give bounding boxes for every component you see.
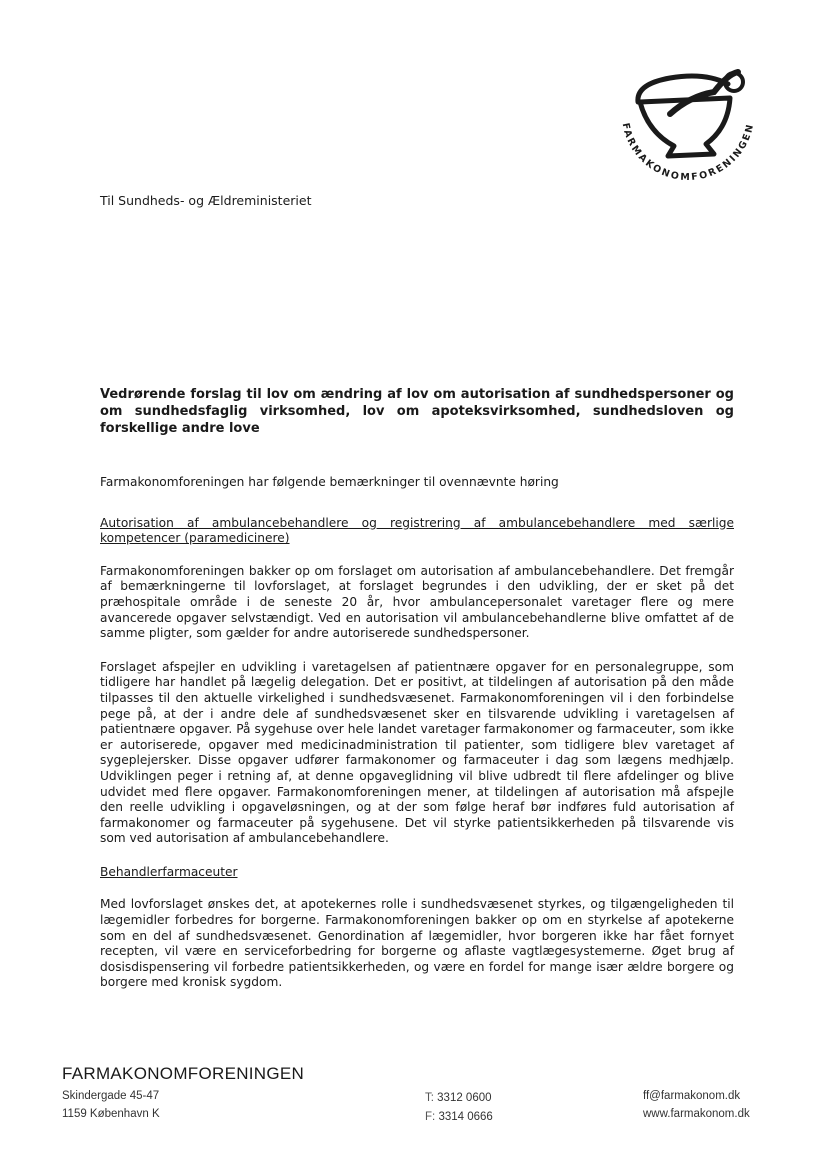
letter-body [100,386,734,1009]
farmakonomforeningen-logo [610,62,760,186]
svg-text:FARMAKONOMFORENINGEN [620,122,757,183]
paragraph: Med lovforslaget ønskes det, at apotekernes rolle i sundhedsvæsenet styrkes, og tilgængeligheden til lægemidler forbedres for borgerne. Farmakonomforeningen bakker op om en styrkelse af apotekerne som en del af sundhedsvæsenet. Genordination af lægemidler, hvor borgeren ikke har fået fornyet recepten, vil være en serviceforbedring for borgerne og aflaste vagtlægesystemerne. Øget brug af dosisdispensering vil forbedre patientsikkerheden, og være en fordel for mange især ældre borgere og borgere med kronisk sygdom. [100,897,734,990]
footer-website: www.farmakonom.dk [643,1108,750,1120]
fax-label: F: [425,1111,436,1123]
section-heading-ambulance: Autorisation af ambulancebehandlere og registrering af ambulancebehandlere med særlige kompetencer (paramedicinere) [100,515,734,546]
footer-fax [425,1111,493,1123]
logo-text: FARMAKONOMFORENINGEN [619,121,757,184]
fax-number: 3314 0666 [438,1111,493,1123]
recipient: Til Sundheds- og Ældreministeriet [100,193,312,208]
paragraph: Farmakonomforeningen bakker op om forslaget om autorisation af ambulancebehandlere. Det fremgår af bemærkningerne til lovforslaget, at forslaget begrundes i den udvikling, der er sket på det præhospitale område i de seneste 20 år, hvor ambulancepersonalet varetager flere og mere avancerede opgaver selvstændigt. Ved en autorisation vil ambulancebehandlerne blive omfattet af de samme pligter, som gælder for andre autoriserede sundhedspersoner. [100,563,734,641]
phone-label: T: [425,1092,434,1104]
section-heading-behandlerfarmaceuter: Behandlerfarmaceuter [100,864,238,879]
footer-email: ff@farmakonom.dk [643,1090,741,1102]
subject-heading: Vedrørende forslag til lov om ændring af lov om autorisation af sundhedspersoner og om sundhedsfaglig virksomhed, lov om apoteksvirksomhed, sundhedsloven og forskellige andre love [100,387,734,436]
mortar-pestle-icon [610,62,760,186]
intro-paragraph: Farmakonomforeningen har følgende bemærkninger til ovennævnte høring [100,475,559,489]
footer-phone [425,1092,492,1104]
paragraph: Forslaget afspejler en udvikling i varetagelsen af patientnære opgaver for en personalegruppe, som tidligere har handlet på lægelig delegation. Det er positivt, at tildelingen af autorisation på den måde tilpasses til den aktuelle virkelighed i sundhedsvæsenet. Farmakonomforeningen vil i den forbindelse pege på, at der i andre dele af sundhedsvæsenet sker en tilsvarende udvikling i varetagelsen af patientnære opgaver. På sygehuse over hele landet varetager farmakonomer og farmaceuter, som ikke er autoriserede, opgaver med medicinadministration til patienter, som tidligere blev varetaget af sygeplejersker. Disse opgaver udfører farmakonomer og farmaceuter i dag som lægens medhjælp. Udviklingen peger i retning af, at denne opgaveglidning vil blive udbredt til flere afdelinger og blive udvidet med flere opgaver. Farmakonomforeningen mener, at tildelingen af autorisation må afspejle den reelle udvikling i opgaveløsningen, og at der som følge heraf bør indføres fuld autorisation af farmakonomer og farmaceuter på sygehusene. Det vil styrke patientsikkerheden på tilsvarende vis som ved autorisation af ambulancebehandlere. [100,659,734,846]
phone-number: 3312 0600 [437,1092,492,1104]
footer-city: 1159 København K [62,1108,160,1120]
footer-street: Skindergade 45-47 [62,1090,160,1102]
footer-org-name: FARMAKONOMFORENINGEN [62,1064,305,1083]
